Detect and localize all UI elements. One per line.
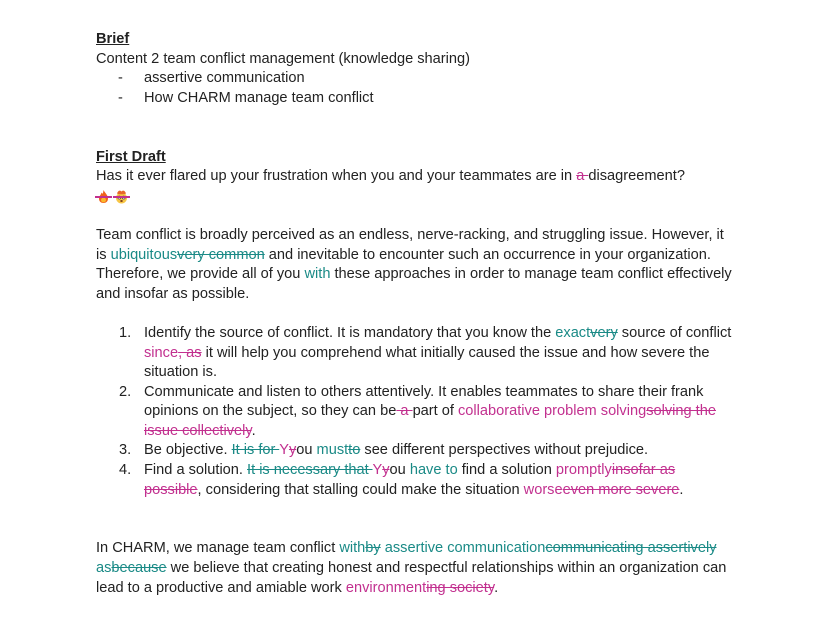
bullet-dash: - — [118, 89, 123, 106]
fire-emoji-icon — [96, 189, 111, 204]
deleted-text: a — [576, 168, 589, 185]
bullet-item — [96, 89, 736, 109]
deleted-text: very common — [177, 246, 265, 263]
emoji-row — [96, 187, 736, 207]
question-paragraph: Has it ever flared up your frustration when you and your teammates are in a disagreement? — [96, 168, 685, 185]
inserted-text: exact — [555, 324, 591, 341]
deleted-text: insofar as possible — [144, 462, 676, 498]
deleted-text: y — [288, 442, 297, 459]
inserted-text: promptly — [555, 462, 612, 479]
bullet-dash: - — [118, 70, 123, 87]
spacer — [96, 304, 736, 324]
closing-paragraph: In CHARM, we manage team conflict withby assertive communicationcommunicating assertively asbecause we believe that creating honest and respectful relationships within an organization can lead to a productive and amiable work environmenting society. — [96, 540, 727, 596]
numbered-item: 2. Communicate and listen to others attentively. It enables teammates to share their frank opinions on the subject, so they can be a part of collaborative problem solvingsolving the issue collectively. — [119, 383, 716, 439]
inserted-text: environment — [345, 579, 427, 596]
deleted-text: even more severe — [562, 481, 680, 498]
inserted-text: must — [316, 442, 349, 459]
spacer — [96, 108, 736, 147]
inserted-text: Y — [279, 442, 289, 459]
item-number: 2. — [119, 383, 132, 400]
numbered-item: 4. Find a solution. It is necessary that Yyou have to find a solution promptlyinsofar as possible, considering that stalling could make the situation worseeven more severe. — [119, 462, 684, 498]
deleted-text: communicating assertively — [545, 540, 717, 557]
bullet-item — [96, 69, 736, 89]
deleted-text: , as — [178, 344, 202, 361]
spacer — [96, 500, 736, 539]
deleted-text: ing society — [426, 579, 495, 596]
inserted-text: assertive communication — [384, 540, 546, 557]
deleted-text: to — [348, 442, 361, 459]
inserted-text: collaborative problem solving — [458, 403, 647, 420]
intro-paragraph: Team conflict is broadly perceived as an endless, nerve-racking, and struggling issue. However, it is ubiquitousvery common and inevitable to encounter such an occurrence in your organization. Therefore, we provide all of you with these approaches in order to manage team conflict effectively and insofar as possible. — [96, 226, 732, 302]
bullet-text: assertive communication — [144, 70, 305, 87]
deleted-text: solving the issue collectively — [144, 403, 716, 439]
inserted-text: Y — [372, 462, 383, 479]
deleted-text: because — [111, 560, 167, 577]
inserted-text: with — [339, 540, 366, 557]
item-number: 1. — [119, 324, 132, 341]
bullet-text: How CHARM manage team conflict — [144, 89, 374, 106]
inserted-text: have to — [409, 462, 458, 479]
inserted-text: ubiquitous — [110, 246, 178, 263]
deleted-text: a — [396, 403, 413, 420]
deleted-text: y — [382, 462, 390, 479]
inserted-text: since — [144, 344, 179, 361]
spacer — [96, 206, 736, 226]
exploding-head-emoji-icon — [114, 189, 129, 204]
inserted-text: with — [304, 266, 331, 283]
deleted-text: by — [365, 540, 381, 557]
item-number: 4. — [119, 462, 132, 479]
numbered-item: 1. Identify the source of conflict. It is mandatory that you know the exactvery source of conflict since, as it will help you comprehend what initially caused the issue and how severe the situation is. — [119, 324, 732, 381]
item-number: 3. — [119, 442, 132, 459]
brief-line: Content 2 team conflict management (knowledge sharing) — [96, 50, 470, 67]
deleted-text: It is for — [231, 442, 280, 459]
brief-heading: Brief — [96, 31, 130, 47]
inserted-text: worse — [523, 481, 563, 498]
deleted-text: very — [590, 324, 618, 341]
document-body[interactable] — [96, 30, 736, 598]
first-draft-heading: First Draft — [96, 148, 166, 165]
deleted-text: It is necessary that — [247, 462, 373, 479]
inserted-text: as — [96, 560, 112, 577]
numbered-item: 3. Be objective. It is for Yyou mustto see different perspectives without prejudice. — [96, 441, 736, 461]
